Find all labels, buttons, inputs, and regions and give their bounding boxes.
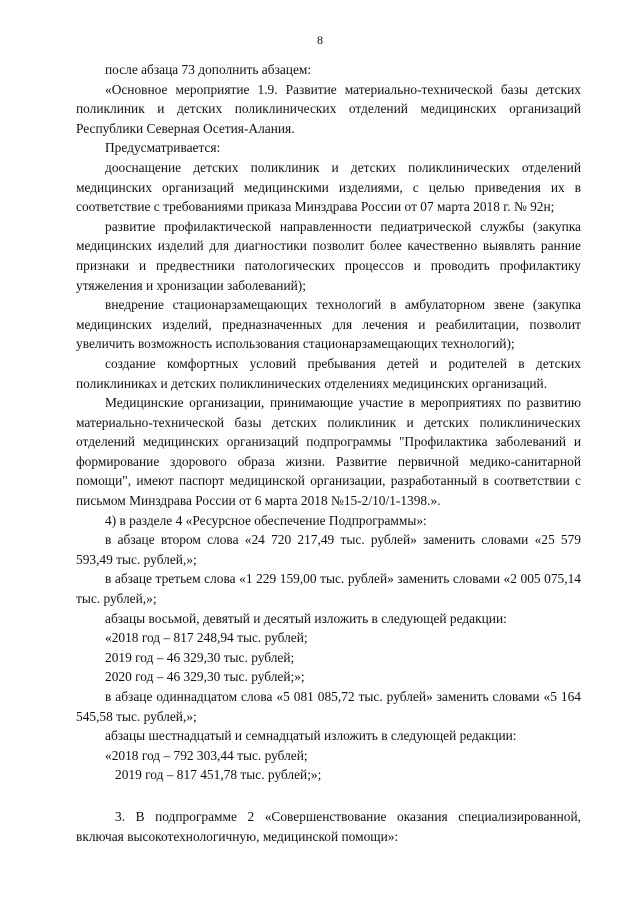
document-body: [76, 60, 581, 846]
paragraph: Предусматривается:: [105, 140, 221, 156]
paragraph: Медицинские организации, принимающие участие в мероприятиях по развитию материально-технической базы детских поликлиник и детских поликлинических отделений медицинских организаций подпрограммы "Профилактика заболеваний и формирование здорового образа жизни. Развитие первичной медико-санитарной помощи", имеют паспорт медицинской организации, разработанный в соответствии с письмом Минздрава России от 6 марта 2018 №15-2/10/1-1398.».: [76, 395, 581, 509]
paragraph: 2019 год – 817 451,78 тыс. рублей;»;: [115, 767, 322, 783]
paragraph: в абзаце одиннадцатом слова «5 081 085,72 тыс. рублей» заменить словами «5 164 545,58 тыс. рублей,»;: [76, 689, 581, 724]
paragraph: дооснащение детских поликлиник и детских поликлинических отделений медицинских организаций медицинскими изделиями, с целью приведения их в соответствие с требованиями приказа Минздрава России от 07 марта 2018 г. № 92н;: [76, 159, 581, 215]
page-number: 8: [317, 33, 323, 47]
paragraph: абзацы восьмой, девятый и десятый изложить в следующей редакции:: [105, 610, 507, 626]
paragraph: внедрение стационарзамещающих технологий в амбулаторном звене (закупка медицинских изделий, предназначенных для лечения и реабилитации, позволит увеличить возможность использования стационарзамещающих технологий);: [76, 297, 581, 352]
paragraph: «2018 год – 817 248,94 тыс. рублей;: [105, 630, 308, 646]
paragraph: после абзаца 73 дополнить абзацем:: [105, 62, 312, 77]
paragraph: в абзаце втором слова «24 720 217,49 тыс. рублей» заменить словами «25 579 593,49 тыс. рублей,»;: [76, 532, 581, 567]
paragraph: в абзаце третьем слова «1 229 159,00 тыс. рублей» заменить словами «2 005 075,14 тыс. рублей,»;: [76, 571, 581, 607]
paragraph: 4) в разделе 4 «Ресурсное обеспечение Подпрограммы»:: [105, 512, 427, 528]
paragraph: развитие профилактической направленности педиатрической службы (закупка медицинских изделий для диагностики позволит более качественно выявлять ранние признаки и предвестники патологических процессов и проводить профилактику утяжеления и хронизации заболеваний);: [76, 218, 581, 293]
paragraph-gap: [76, 785, 581, 807]
paragraph: «Основное мероприятие 1.9. Развитие материально-технической базы детских поликлиник и детских поликлинических отделений медицинских организаций Республики Северная Осетия-Алания.: [76, 81, 581, 136]
paragraph: 2020 год – 46 329,30 тыс. рублей;»;: [105, 669, 305, 685]
paragraph: создание комфортных условий пребывания детей и родителей в детских поликлиниках и детских поликлинических отделениях медицинских организаций.: [76, 355, 581, 391]
paragraph: 3. В подпрограмме 2 «Совершенствование оказания специализированной, включая высокотехнологичную, медицинской помощи»:: [76, 808, 581, 844]
paragraph: «2018 год – 792 303,44 тыс. рублей;: [105, 747, 308, 763]
paragraph: абзацы шестнадцатый и семнадцатый изложить в следующей редакции:: [105, 728, 517, 744]
paragraph: 2019 год – 46 329,30 тыс. рублей;: [105, 649, 295, 665]
